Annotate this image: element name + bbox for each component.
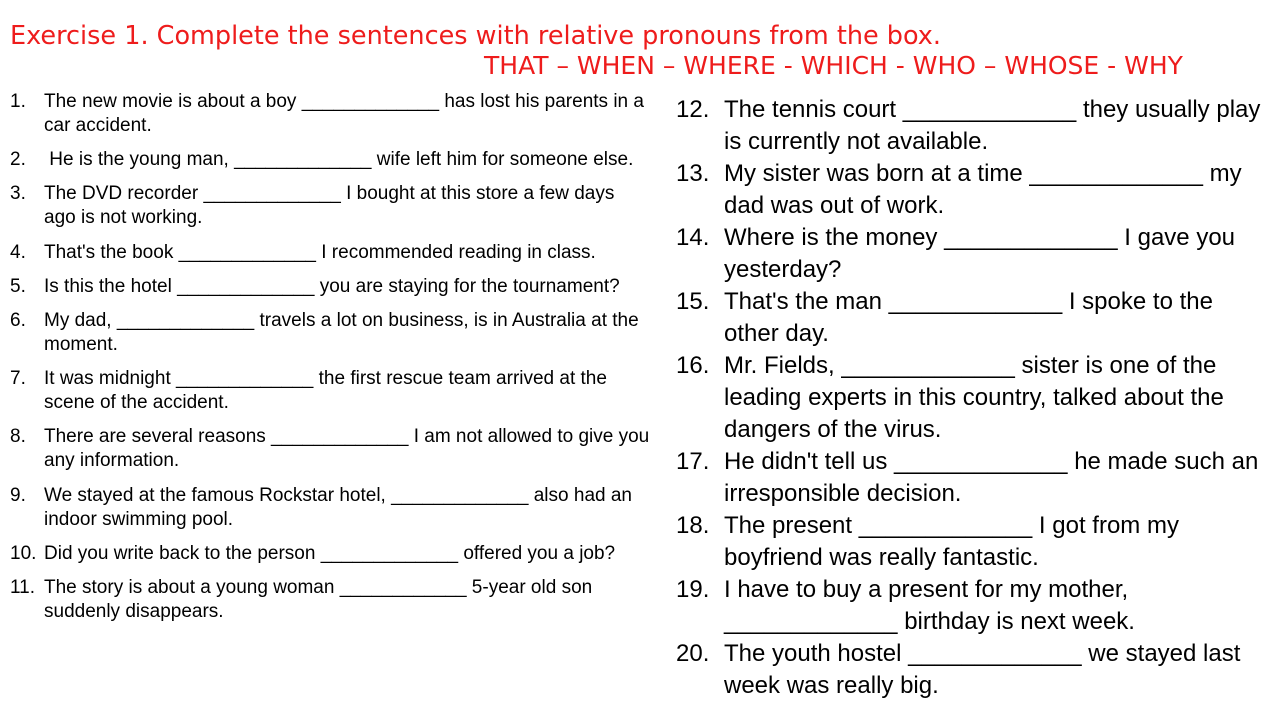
sentence-item: [676, 222, 1266, 286]
sentence-number: 9.: [10, 484, 26, 506]
sentence-item: [676, 286, 1266, 350]
sentence-text: The youth hostel _____________ we stayed last week was really big.: [724, 640, 1241, 699]
sentence-item: [676, 94, 1266, 158]
sentence-text: Is this the hotel _____________ you are staying for the tournament?: [44, 275, 620, 297]
sentence-item: [10, 576, 650, 624]
sentence-item: [676, 638, 1266, 702]
sentence-item: [10, 275, 650, 299]
sentence-number: 6.: [10, 309, 26, 331]
sentence-number: 17.: [676, 448, 710, 475]
sentence-text: The DVD recorder _____________ I bought at this store a few days ago is not working.: [44, 183, 615, 229]
sentence-text: The present _____________ I got from my boyfriend was really fantastic.: [724, 512, 1179, 571]
sentence-text: That's the man _____________ I spoke to the other day.: [724, 288, 1213, 347]
sentence-number: 13.: [676, 160, 710, 187]
sentence-number: 19.: [676, 576, 710, 603]
sentence-item: [676, 574, 1266, 638]
sentence-item: [10, 425, 650, 473]
sentence-number: 10.: [10, 542, 37, 564]
sentence-text: My dad, _____________ travels a lot on business, is in Australia at the moment.: [44, 309, 639, 355]
relative-pronoun-box: THAT – WHEN – WHERE - WHICH - WHO – WHOSE - WHY: [484, 51, 1183, 80]
sentence-number: 8.: [10, 426, 26, 448]
sentence-text: It was midnight _____________ the first rescue team arrived at the scene of the accident.: [44, 368, 607, 414]
sentence-item: [10, 241, 650, 265]
sentence-number: 20.: [676, 640, 710, 667]
sentence-item: [10, 367, 650, 415]
sentence-number: 18.: [676, 512, 710, 539]
sentence-text: Mr. Fields, _____________ sister is one of the leading experts in this country, talked about the dangers of the virus.: [724, 352, 1224, 443]
sentence-number: 7.: [10, 368, 26, 390]
sentence-item: [10, 90, 650, 138]
sentence-number: 12.: [676, 96, 710, 123]
sentence-item: [10, 309, 650, 357]
sentence-item: [10, 542, 650, 566]
exercise-title: Exercise 1. Complete the sentences with relative pronouns from the box.: [10, 21, 941, 51]
sentence-item: [676, 446, 1266, 510]
sentence-number: 5.: [10, 275, 26, 297]
sentence-item: [10, 182, 650, 230]
sentence-number: 3.: [10, 183, 26, 205]
sentence-item: [676, 158, 1266, 222]
sentence-item: [10, 148, 650, 172]
sentence-item: [676, 350, 1266, 446]
sentence-number: 14.: [676, 224, 710, 251]
sentence-text: I have to buy a present for my mother, _____________ birthday is next week.: [724, 576, 1135, 635]
sentence-number: 4.: [10, 241, 26, 263]
sentence-text: That's the book _____________ I recommended reading in class.: [44, 241, 596, 263]
sentence-number: 16.: [676, 352, 710, 379]
sentence-item: [10, 484, 650, 532]
sentence-number: 15.: [676, 288, 710, 315]
sentence-number: 1.: [10, 91, 26, 112]
sentence-text: We stayed at the famous Rockstar hotel, _____________ also had an indoor swimming pool.: [44, 484, 632, 530]
sentence-text: The story is about a young woman ____________ 5-year old son suddenly disappears.: [44, 576, 593, 622]
sentence-text: Where is the money _____________ I gave you yesterday?: [724, 224, 1236, 283]
sentence-text: My sister was born at a time _____________ my dad was out of work.: [724, 160, 1242, 219]
right-sentence-list: [676, 94, 1266, 702]
sentence-text: Did you write back to the person _____________ offered you a job?: [44, 542, 616, 564]
sentence-text: He didn't tell us _____________ he made such an irresponsible decision.: [724, 448, 1259, 507]
sentence-text: The new movie is about a boy _____________ has lost his parents in a car accident.: [44, 91, 644, 136]
sentence-item: [676, 510, 1266, 574]
left-sentence-list: [10, 90, 650, 634]
sentence-number: 11.: [10, 576, 36, 598]
sentence-text: There are several reasons _____________ I am not allowed to give you any information.: [44, 426, 650, 472]
sentence-text: He is the young man, _____________ wife left him for someone else.: [44, 149, 634, 171]
sentence-text: The tennis court _____________ they usually play is currently not available.: [724, 96, 1261, 155]
sentence-number: 2.: [10, 149, 26, 171]
